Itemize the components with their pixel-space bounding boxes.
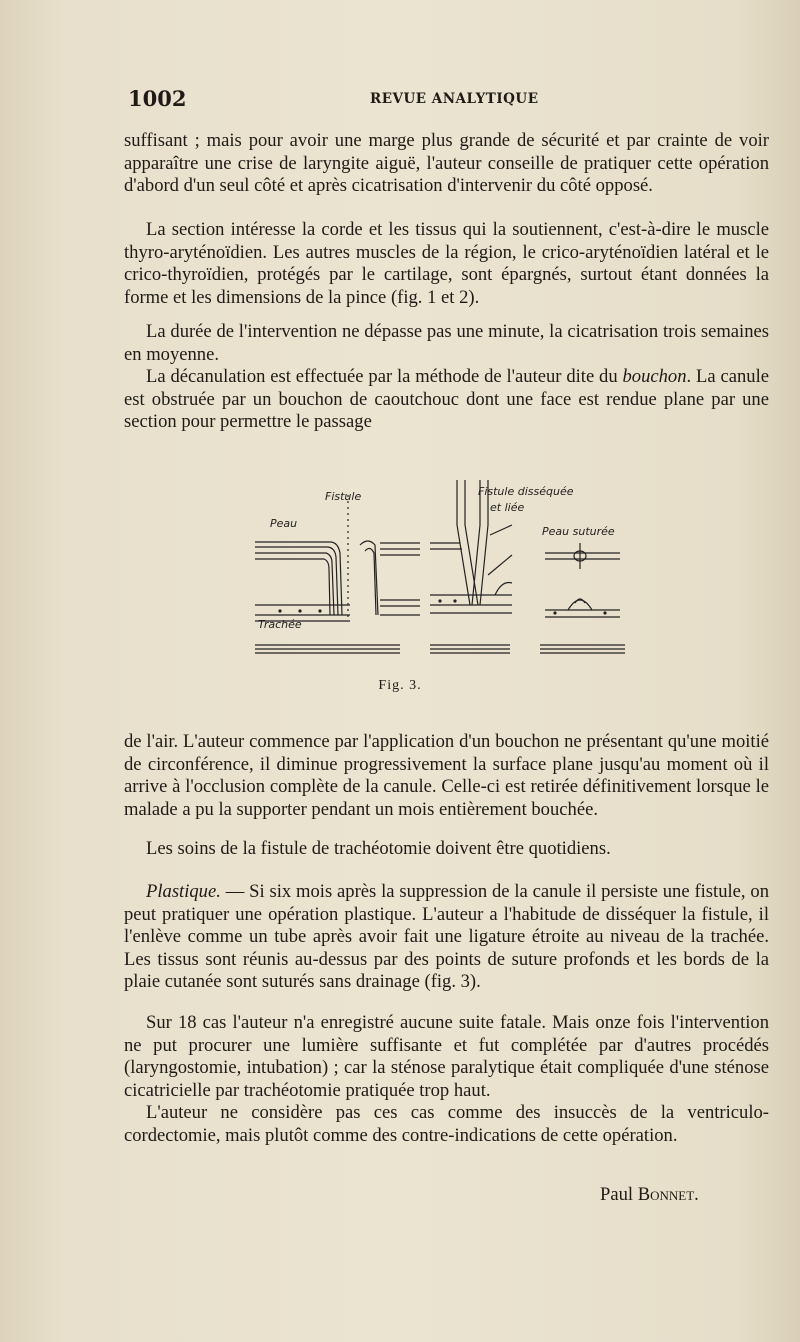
figure-caption: Fig. 3. bbox=[378, 678, 422, 693]
author-signature bbox=[600, 1184, 699, 1206]
paragraph-6: Les soins de la fistule de trachéotomie doivent être quotidiens. bbox=[146, 838, 611, 859]
section-heading-plastique: Plastique. bbox=[146, 881, 221, 902]
paragraph-9: L'auteur ne considère pas ces cas comme des insuccès de la ventriculo-cordectomie, mais plutôt comme des contre-indications de cette opération. bbox=[124, 1102, 769, 1146]
running-title: REVUE ANALYTIQUE bbox=[370, 91, 539, 107]
paragraph-3: La durée de l'intervention ne dépasse pas une minute, la cicatrisation trois semaines en moyenne. bbox=[124, 321, 769, 365]
paragraph-4-text-a: La décanulation est effectuée par la méthode de l'auteur dite du bbox=[146, 366, 623, 387]
label-trachee: Trachée bbox=[258, 618, 302, 631]
signature-first-name: Paul bbox=[600, 1184, 634, 1205]
label-peau: Peau bbox=[270, 517, 298, 530]
page-number: 1002 bbox=[128, 86, 187, 111]
paragraph-7-text: — Si six mois après la suppression de la canule il persiste une fistule, on peut pratiquer une opération plastique. L'auteur a l'habitude de disséquer la fistule, il l'enlève comme un tube après avoir fait une ligature étroite au niveau de la trachée. Les tissus sont réunis au-dessus par des points de suture profonds et les bords de la plaie cutanée sont suturés sans drainage (fig. 3). bbox=[124, 881, 769, 992]
label-fistule-dissequee: Fistule disséquée bbox=[478, 485, 574, 498]
paragraph-4-text-b: . La canule est obstruée par un bouchon de caoutchouc dont une face est rendue plane par une section pour permettre le passage bbox=[124, 366, 769, 432]
figure-3 bbox=[250, 465, 650, 665]
page-header bbox=[128, 86, 768, 116]
paragraph-2: La section intéresse la corde et les tissus qui la soutiennent, c'est-à-dire le muscle thyro-aryténoïdien. Les autres muscles de la région, le crico-aryténoïdien latéral et le crico-thyroïdien, protégés par le cartilage, sont épargnés, surtout étant données la forme et les dimensions de la pince (fig. 1 et 2). bbox=[124, 219, 769, 308]
signature-last-name: Bonnet. bbox=[637, 1184, 699, 1205]
paragraph-4-emphasis: bouchon bbox=[622, 366, 687, 387]
label-peau-suturee: Peau suturée bbox=[542, 525, 615, 538]
figure-3-drawing bbox=[250, 465, 650, 665]
paragraph-5: de l'air. L'auteur commence par l'application d'un bouchon ne présentant qu'une moitié de circonférence, il diminue progressivement la surface plane jusqu'au moment où il arrive à l'occlusion complète de la canule. Celle-ci est retirée définitivement lorsque le malade a pu la supporter pendant un mois entièrement bouchée. bbox=[124, 731, 769, 820]
paragraph-4 bbox=[124, 366, 769, 434]
label-et-liee: et liée bbox=[490, 501, 525, 514]
label-fistule: Fistule bbox=[325, 490, 362, 503]
paragraph-1: suffisant ; mais pour avoir une marge plus grande de sécurité et par crainte de voir apparaître une crise de laryngite aiguë, l'auteur conseille de pratiquer cette opération d'abord d'un seul côté et après cicatrisation d'intervenir du côté opposé. bbox=[124, 130, 769, 196]
paragraph-7 bbox=[124, 881, 769, 994]
paragraph-8: Sur 18 cas l'auteur n'a enregistré aucune suite fatale. Mais onze fois l'intervention ne put procurer une lumière suffisante et fut complétée par d'autres procédés (laryngostomie, intubation) ; car la sténose paralytique était compliquée d'une sténose cicatricielle par trachéotomie pratiquée trop haut. bbox=[124, 1012, 769, 1101]
